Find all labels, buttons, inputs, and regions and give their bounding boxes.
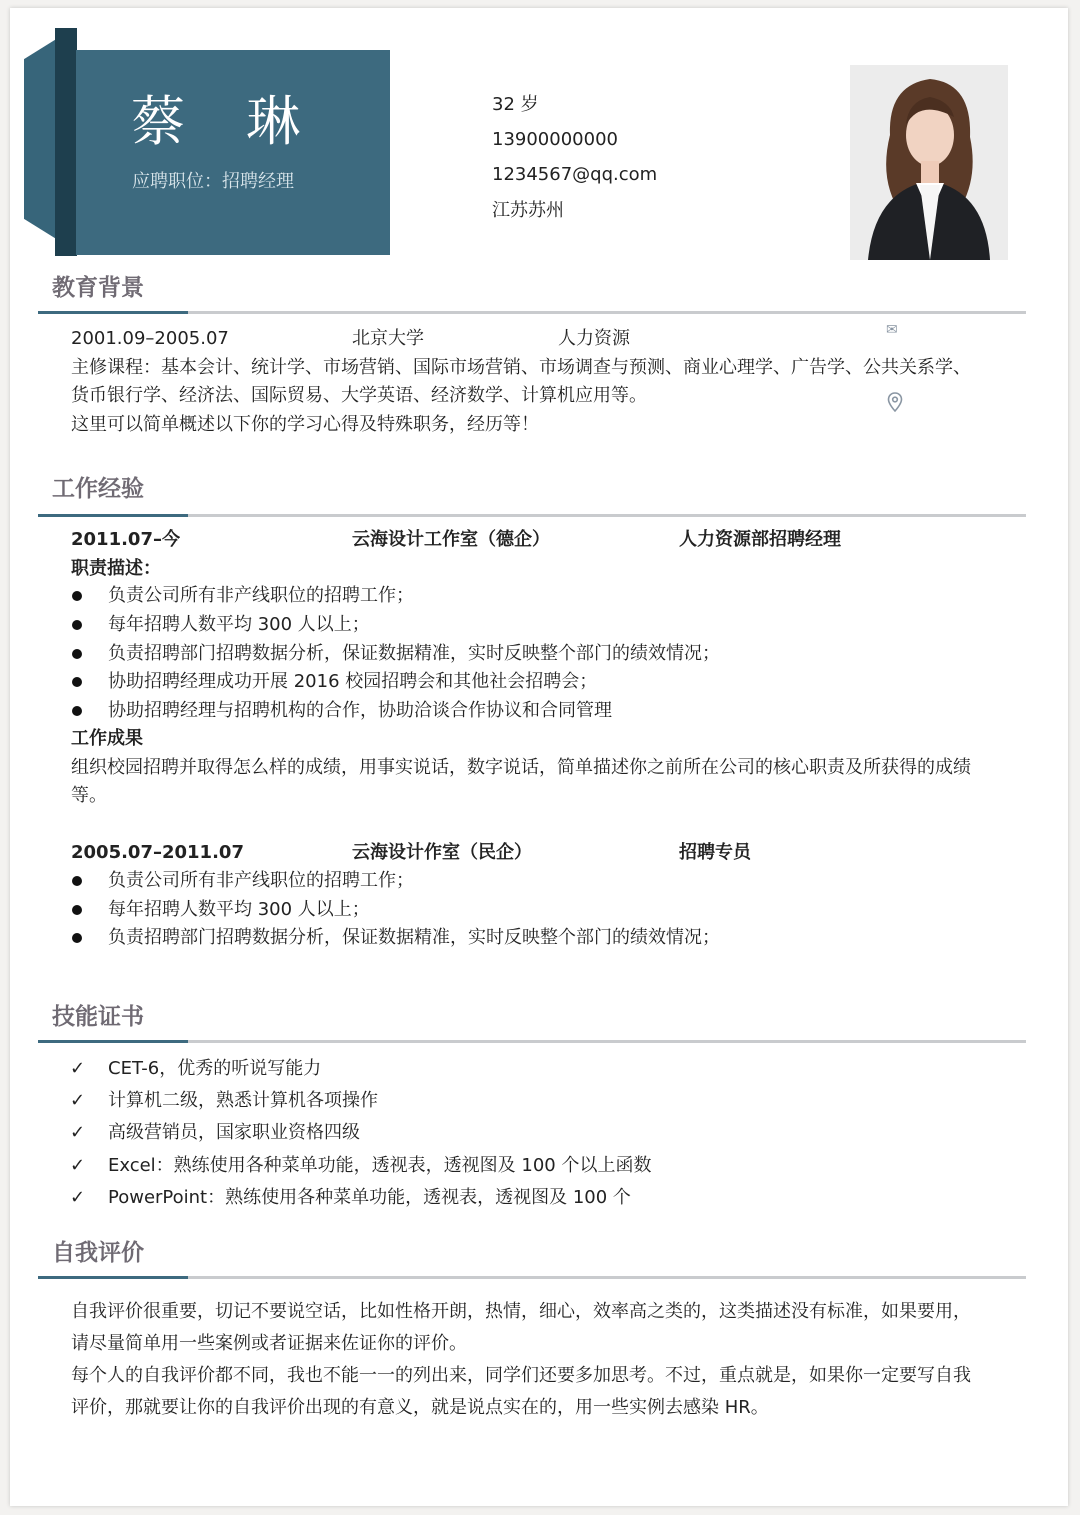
skill-item: CET-6，优秀的听说写能力 bbox=[108, 1058, 322, 1079]
self-eval-line: 自我评价很重要，切记不要说空话，比如性格开朗，热情，细心，效率高之类的，这类描述没有标准，如果要用， bbox=[71, 1301, 971, 1322]
self-eval-line: 请尽量简单用一些案例或者证据来佐证你的评价。 bbox=[71, 1333, 467, 1354]
location-pin-icon bbox=[887, 392, 903, 416]
check-icon: ✓ bbox=[70, 1187, 86, 1208]
age-text: 32 岁 bbox=[492, 94, 539, 115]
envelope-icon: ✉ bbox=[886, 322, 898, 338]
job1-results-line2: 等。 bbox=[71, 785, 107, 806]
skill-item: Excel：熟练使用各种菜单功能，透视表，透视图及 100 个以上函数 bbox=[108, 1155, 652, 1176]
education-major: 人力资源 bbox=[558, 328, 630, 349]
self-eval-line: 每个人的自我评价都不同，我也不能一一的列出来，同学们还要多加思考。不过，重点就是，如果你一定要写自我 bbox=[71, 1365, 971, 1386]
header-ribbon-shadow bbox=[55, 28, 77, 256]
job2-duty: 负责招聘部门招聘数据分析，保证数据精准，实时反映整个部门的绩效情况； bbox=[108, 927, 720, 948]
job1-company: 云海设计工作室（德企） bbox=[352, 529, 550, 550]
skills-divider bbox=[38, 1040, 1026, 1043]
education-courses-line1: 主修课程：基本会计、统计学、市场营销、国际市场营销、市场调查与预测、商业心理学、广告学、公共关系学、 bbox=[71, 357, 971, 378]
education-courses-line2: 货币银行学、经济法、国际贸易、大学英语、经济数学、计算机应用等。 bbox=[71, 385, 647, 406]
job2-duty: 每年招聘人数平均 300 人以上； bbox=[108, 899, 370, 920]
skill-item: 高级营销员，国家职业资格四级 bbox=[108, 1122, 360, 1143]
bullet bbox=[72, 933, 82, 943]
education-period: 2001.09–2005.07 bbox=[71, 328, 229, 349]
education-note: 这里可以简单概述以下你的学习心得及特殊职务，经历等！ bbox=[71, 414, 539, 435]
profile-photo bbox=[850, 65, 1008, 260]
bullet bbox=[72, 591, 82, 601]
job1-results-line1: 组织校园招聘并取得怎么样的成绩，用事实说话，数字说话，简单描述你之前所在公司的核心职责及所获得的成绩 bbox=[71, 757, 971, 778]
location-text: 江苏苏州 bbox=[492, 200, 564, 221]
bullet bbox=[72, 649, 82, 659]
education-title: 教育背景 bbox=[52, 275, 144, 301]
work-title: 工作经验 bbox=[52, 476, 144, 502]
job2-role: 招聘专员 bbox=[679, 842, 751, 863]
check-icon: ✓ bbox=[70, 1155, 86, 1176]
job1-duty: 负责招聘部门招聘数据分析，保证数据精准，实时反映整个部门的绩效情况； bbox=[108, 643, 720, 664]
phone-text: 13900000000 bbox=[492, 129, 618, 150]
bullet bbox=[72, 876, 82, 886]
check-icon: ✓ bbox=[70, 1058, 86, 1079]
job2-company: 云海设计作室（民企） bbox=[352, 842, 532, 863]
bullet bbox=[72, 706, 82, 716]
bullet bbox=[72, 905, 82, 915]
self-eval-line: 评价，那就要让你的自我评价出现的有意义，就是说点实在的，用一些实例去感染 HR。 bbox=[71, 1397, 769, 1418]
job1-duties-label: 职责描述： bbox=[71, 558, 161, 579]
education-school: 北京大学 bbox=[352, 328, 424, 349]
applied-position: 应聘职位：招聘经理 bbox=[132, 171, 294, 192]
job1-duty: 负责公司所有非产线职位的招聘工作； bbox=[108, 585, 414, 606]
job1-role: 人力资源部招聘经理 bbox=[679, 529, 841, 550]
check-icon: ✓ bbox=[70, 1122, 86, 1143]
job1-duty: 协助招聘经理与招聘机构的合作，协助洽谈合作协议和合同管理 bbox=[108, 700, 612, 721]
job2-duty: 负责公司所有非产线职位的招聘工作； bbox=[108, 870, 414, 891]
skill-item: PowerPoint：熟练使用各种菜单功能，透视表，透视图及 100 个 bbox=[108, 1187, 631, 1208]
email-text: 1234567@qq.com bbox=[492, 164, 658, 185]
job1-duty: 协助招聘经理成功开展 2016 校园招聘会和其他社会招聘会； bbox=[108, 671, 598, 692]
job1-results-label: 工作成果 bbox=[71, 728, 143, 749]
work-divider bbox=[38, 514, 1026, 517]
self-eval-divider bbox=[38, 1276, 1026, 1279]
candidate-name: 蔡 琳 bbox=[131, 90, 323, 153]
bullet bbox=[72, 677, 82, 687]
self-eval-title: 自我评价 bbox=[52, 1240, 144, 1266]
skill-item: 计算机二级，熟悉计算机各项操作 bbox=[108, 1090, 378, 1111]
job1-duty: 每年招聘人数平均 300 人以上； bbox=[108, 614, 370, 635]
skills-title: 技能证书 bbox=[52, 1004, 144, 1030]
check-icon: ✓ bbox=[70, 1090, 86, 1111]
job2-period: 2005.07–2011.07 bbox=[71, 842, 244, 863]
education-divider bbox=[38, 311, 1026, 314]
bullet bbox=[72, 620, 82, 630]
job1-period: 2011.07–今 bbox=[71, 529, 180, 550]
